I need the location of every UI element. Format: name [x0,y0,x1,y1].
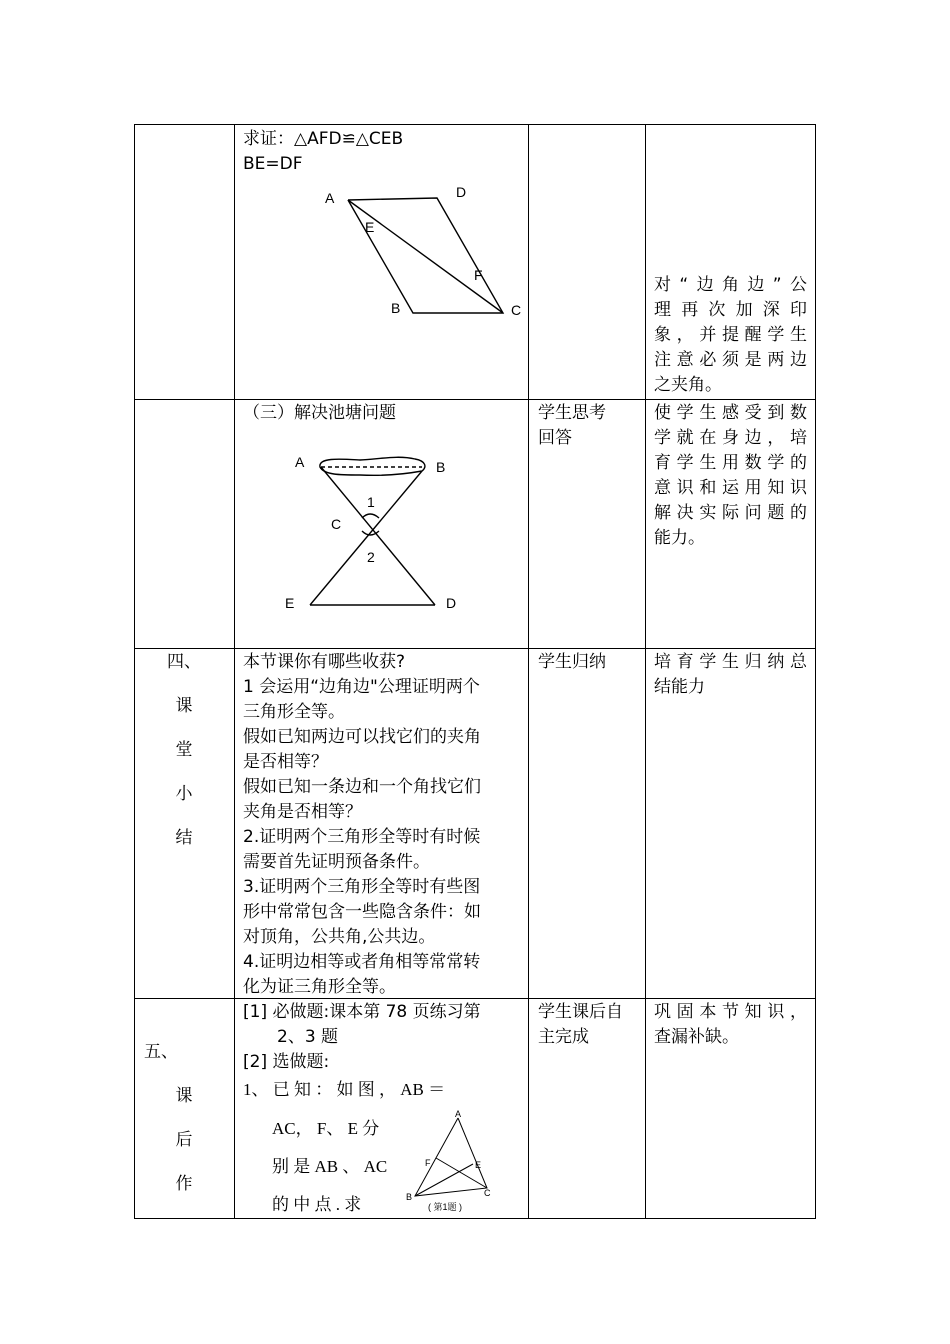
label-b: B [436,459,446,475]
label-b: B [391,300,401,316]
label-f: F [474,267,483,283]
label-c: C [331,516,342,532]
label-c: C [484,1188,491,1198]
label-a: A [295,454,305,470]
label-2: 2 [367,549,375,565]
table-border-right [815,124,816,1219]
label-1: 1 [367,494,375,510]
quadrilateral-figure [310,180,530,325]
pond-figure [280,445,480,620]
label-d: D [446,595,457,611]
row3-activity: 学生归纳 [538,652,606,672]
section-four-heading: 四、 课 堂 小 结 [167,652,201,848]
label-c: C [511,302,522,318]
pond-problem-title: （三）解决池塘问题 [243,403,396,423]
label-e: E [475,1160,482,1170]
table-border-top [134,124,816,125]
triangle-figure [400,1108,505,1216]
label-a: A [325,190,335,206]
label-e: E [365,219,375,235]
table-row-divider [134,648,816,649]
label-f: F [425,1158,431,1168]
optional-question-line4: 的 中 点 . 求 [272,1195,362,1214]
row4-purpose: 巩固本节知识， 查漏补缺。 [654,1002,807,1047]
optional-question-line2: AC， F、 E 分 [272,1119,380,1138]
row2-purpose: 使学生感受到数 学就在身边，培 育学生用数学的 意识和运用知识 解决实际问题的 能力。 [654,403,807,548]
optional-question-line1: 1、 已 知 ： 如 图 ， AB ＝ [243,1080,446,1099]
row2-activity: 学生思考 回答 [538,403,606,448]
row4-activity: 学生课后自 主完成 [538,1002,623,1047]
table-col-divider [645,124,646,1219]
optional-question-line3: 别 是 AB 、 AC [272,1157,388,1176]
figure-caption: ( 第1题 ) [428,1202,463,1212]
label-d: D [456,184,467,200]
proof-statement: 求证：△AFD≌△CEB BE=DF [243,129,404,174]
label-b: B [406,1192,413,1202]
section-five-heading: 五、 课 后 作 [144,1042,193,1194]
label-a: A [455,1109,462,1119]
row1-purpose: 对“边角边”公 理再次加深印 象，并提醒学生 注意必须是两边 之夹角。 [654,275,807,395]
summary-content: 本节课你有哪些收获? 1 会运用“边角边"公理证明两个 三角形全等。 假如已知两边可以找它们的夹角 是否相等？ 假如已知一条边和一个角找它们 夹角是否相等？ 2.证明两个三角形全等时有时候 需要首先证明预备条件。 3.证明两个三角形全等时有些图 形中常常包含一些隐含条件：如 对顶角，公共角,公共边。 4.证明边相等或者角相等常常转 化为证三角形全等。 [243,652,481,997]
table-border-bottom [134,1218,816,1219]
homework-required: [1] 必做题:课本第 78 页练习第 2、3 题 [2] 选做题: [243,1002,481,1072]
row3-purpose: 培育学生归纳总 结能力 [654,652,807,697]
table-row-divider [134,399,816,400]
label-e: E [285,595,295,611]
table-col-divider [234,124,235,1219]
